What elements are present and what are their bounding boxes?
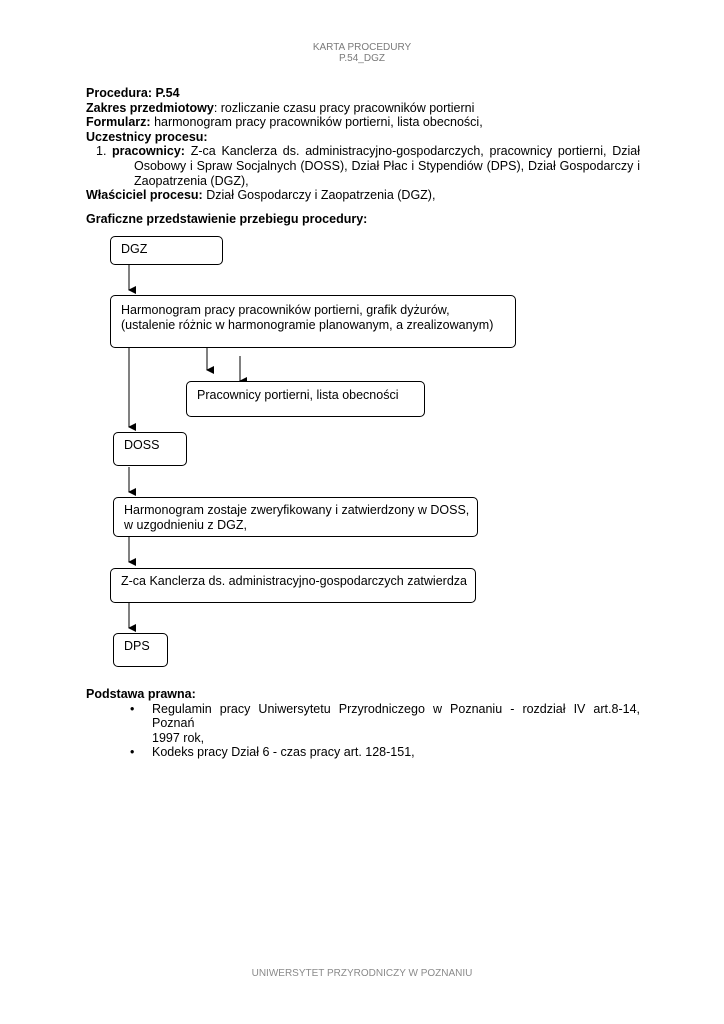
participants-bold: pracownicy: bbox=[112, 144, 185, 159]
box-dps bbox=[113, 633, 168, 667]
legal-list bbox=[86, 702, 640, 760]
legal-item-2-text: Kodeks pracy Dział 6 - czas pracy art. 128-151, bbox=[152, 745, 415, 760]
box-dgz-label: DGZ bbox=[121, 242, 148, 256]
owner-value: Dział Gospodarczy i Zaopatrzenia (DGZ), bbox=[202, 188, 436, 203]
legal-item-1-line-1: Regulamin pracy Uniwersytetu Przyrodniczego w Poznaniu - rozdział IV art.8-14, Poznań bbox=[152, 701, 640, 731]
box-verify-line-2: w uzgodnieniu z DGZ, bbox=[124, 518, 247, 532]
legal-item-1-line-2: 1997 rok, bbox=[152, 730, 205, 745]
box-staff bbox=[186, 381, 425, 417]
participants-text-2: Osobowy i Spraw Socjalnych (DOSS), Dział Płac i Stypendiów (DPS), Dział Gospodarczy i bbox=[134, 158, 640, 173]
participants-text-3: Zaopatrzenia (DGZ), bbox=[134, 173, 249, 188]
box-verify-line-1: Harmonogram zostaje zweryfikowany i zatwierdzony w DOSS, bbox=[124, 503, 470, 517]
participants-text-1: Z-ca Kanclerza ds. administracyjno-gospodarczych, pracownicy portierni, Dział bbox=[190, 144, 640, 159]
legal-title: Podstawa prawna: bbox=[86, 687, 196, 701]
box-deputy-label: Z-ca Kanclerza ds. administracyjno-gospodarczych zatwierdza bbox=[121, 574, 467, 588]
box-dgz bbox=[110, 236, 223, 265]
box-doss bbox=[113, 432, 187, 466]
box-schedule-line-1: Harmonogram pracy pracowników portierni, grafik dyżurów, bbox=[121, 303, 450, 317]
participants-number: 1. bbox=[96, 144, 107, 159]
bullet-icon: • bbox=[130, 701, 135, 716]
form-value: harmonogram pracy pracowników portierni, lista obecności, bbox=[150, 115, 483, 130]
box-staff-label: Pracownicy portierni, lista obecności bbox=[197, 388, 399, 402]
box-doss-label: DOSS bbox=[124, 438, 160, 452]
header-code: P.54_DGZ bbox=[339, 53, 385, 64]
legal-item-1 bbox=[86, 702, 640, 746]
diagram-title: Graficzne przedstawienie przebiegu procedury: bbox=[86, 212, 368, 226]
page-footer: UNIWERSYTET PRZYRODNICZY W POZNANIU bbox=[251, 968, 473, 979]
box-schedule-line-2: (ustalenie różnic w harmonogramie planowanym, a zrealizowanym) bbox=[121, 318, 494, 332]
box-verify bbox=[113, 497, 478, 537]
participants-label: Uczestnicy procesu: bbox=[86, 129, 208, 144]
scope-label: Zakres przedmiotowy bbox=[86, 100, 214, 115]
form-label: Formularz: bbox=[86, 115, 151, 130]
box-schedule bbox=[110, 295, 516, 348]
box-dps-label: DPS bbox=[124, 639, 150, 653]
legal-basis bbox=[86, 687, 640, 760]
box-deputy bbox=[110, 568, 476, 603]
bullet-icon: • bbox=[130, 745, 135, 760]
owner-label: Właściciel procesu: bbox=[86, 188, 203, 203]
procedure-label: Procedura: P.54 bbox=[86, 86, 180, 100]
scope-value: : rozliczanie czasu pracy pracowników portierni bbox=[213, 100, 475, 115]
header-title: KARTA PROCEDURY bbox=[312, 42, 412, 53]
legal-item-2 bbox=[86, 745, 640, 760]
